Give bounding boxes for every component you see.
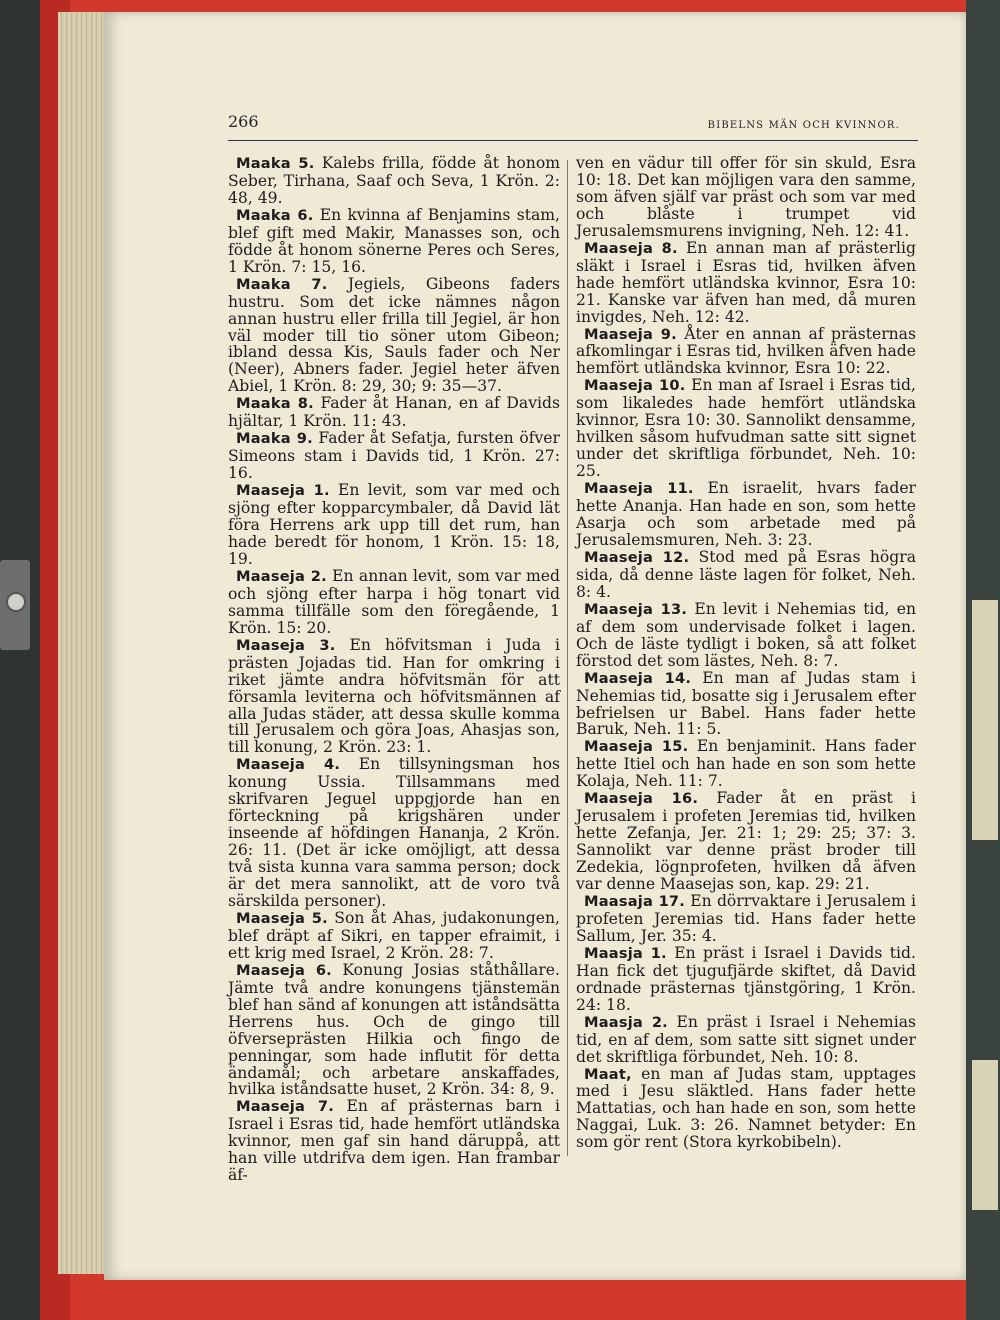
entry [576,1066,916,1152]
entry-heading: Maasja 1. [584,944,667,962]
entry-text: En präst i Israel i Davids tid. Han fick det tjugufjärde skiftet, då David ordnade prästernas tjänstgöring, 1 Krön. 24: 18. [576,943,916,1014]
entry-text: ven en vädur till offer för sin skuld, Esra 10: 18. Det kan möjligen vara den samme, som äfven själf var präst och som var med och blåste i trumpet vid Jerusalemsmurens invigning, Neh. 12: 41. [576,154,916,240]
right-column [576,155,916,1151]
entry-text: En höfvitsman i Juda i prästen Jojadas tid. Han for omkring i riket jämte andra höfvitsmän för att församla leviterna och höfvitsmännen af alla Judas städer, att dessa skulle komma till Jerusalem och göra Joas, Ahasjas son, till konung, 2 Krön. 23: 1. [228,635,560,757]
entry-heading: Maaseja 9. [584,325,677,343]
binder-clip-hole [6,592,26,612]
entry-heading: Maaseja 6. [236,961,332,979]
entry [576,601,916,670]
entry-text: En tillsyningsman hos konung Ussia. Tillsammans med skrifvaren Jeguel uppgjorde han en förteckning på krigshären under inseende af höfdingen Hananja, 2 Krön. 26: 11. (Det är icke omöjligt, att dessa två sista kunna vara samma person; dock är det mera sannolikt, att de voro två särskilda personer). [228,755,560,910]
entry [228,637,560,757]
entry-text: En dörrvaktare i Jerusalem i profeten Jeremias tid. Hans fader hette Sallum, Jer. 35: 4. [576,891,916,945]
entry [228,1098,560,1184]
entry [228,395,560,430]
entry-heading: Maaseja 13. [584,600,688,618]
entry-text: En kvinna af Benjamins stam, blef gift med Makir, Manasses son, och födde åt honom sönerne Peres och Seres, 1 Krön. 7: 15, 16. [228,205,560,276]
entry [576,326,916,378]
entry [228,756,560,910]
entry [576,893,916,945]
entry [228,962,560,1099]
entry-heading: Maaseja 15. [584,738,689,756]
entry-text: Fader åt en präst i Jerusalem i profeten Jeremias tid, hvilken hette Zefanja, Jer. 21: 1; 29: 25; 37: 3. Sannolikt var denne präst broder till Zedekia, lögnprofeten, hvilken då äfven var denne Maasejas son, kap. 29: 21. [576,789,916,894]
entry-heading: Maaseja 7. [236,1098,335,1116]
page-number: 266 [228,112,259,131]
entry [576,1014,916,1066]
adjacent-page-tab [972,1060,998,1210]
entry [576,670,916,739]
entry-text: En af prästernas barn i Israel i Esras tid, hade hemfört utländska kvinnor, men gaf sin hand däruppå, att han ville utdrifva dem igen. Han frambar äf- [228,1097,560,1185]
entry-heading: Maaka 8. [236,395,314,413]
entry-text: En man af Israel i Esras tid, som likaledes hade hemfört utländska kvinnor, Esra 10: 30. Sannolikt densamme, hvilken såsom hufvudman satte sitt signet under det skriftliga förbundet, Neh. 10: 25. [576,376,916,481]
entry [228,430,560,482]
entry-heading: Maaseja 16. [584,790,699,808]
entry [576,945,916,1014]
entry-text: En benjaminit. Hans fader hette Itiel och han hade en son som hette Kolaja, Neh. 11: 7. [576,737,916,791]
entry-text: en man af Judas stam, upptages med i Jesu släktled. Hans fader hette Mattatias, och han hade en son, som hette Naggai, Luk. 3: 26. Namnet betyder: En som gör rent (Stora kyrkobibeln). [576,1064,916,1152]
entry-heading: Maasja 2. [584,1013,668,1031]
entry-text: Konung Josias ståthållare. Jämte två andre konungens tjänstemän blef han sänd af konungen att iståndsätta Herrens hus. Och de gingo till öfverseprästen Hilkia och fingo de penningar, som hade influtit för detta ändamål; och arbetare anskaffades, hvilka iståndsatte huset, 2 Krön. 34: 8, 9. [228,960,560,1099]
entry [576,790,916,893]
entry [228,155,560,207]
entry [228,568,560,637]
entry-text: Jegiels, Gibeons faders hustru. Som det icke nämnes någon annan hustru eller frilla till Jegiel, är hon väl moder till tio söner utom Gibeon; ibland dessa Kis, Sauls fader och Ner (Neer), Abners fader. Jegiel heter äfven Abiel, 1 Krön. 8: 29, 30; 9: 35—37. [228,274,560,396]
page-edges [58,12,106,1274]
entry [576,377,916,480]
entry-heading: Maaseja 14. [584,669,692,687]
left-column [228,155,560,1184]
entry-heading: Maaseja 8. [584,239,678,257]
entry-heading: Maasaja 17. [584,892,686,910]
adjacent-book-edge [966,0,1000,1320]
entry [228,482,560,568]
adjacent-page-tab [972,600,998,840]
entry-text: En israelit, hvars fader hette Ananja. Han hade en son, som hette Asarja och som arbetade med på Jerusalemsmuren, Neh. 3: 23. [576,479,916,549]
entry [228,910,560,962]
entry-heading: Maaseja 1. [236,482,330,500]
entry [576,155,916,240]
entry-text: Kalebs frilla, födde åt honom Seber, Tirhana, Saaf och Seva, 1 Krön. 2: 48, 49. [228,154,560,207]
entry [228,207,560,276]
entry-text: En annan levit, som var med och sjöng efter harpa i hög tonart vid samma tillfälle som den föregående, 1 Krön. 15: 20. [228,566,560,637]
entry-text: En levit i Nehemias tid, en af dem som undervisade folket i lagen. Och de läste tydligt i boken, så att folket förstod det som lästes, Neh. 8: 7. [576,599,916,670]
entry-text: En levit, som var med och sjöng efter kopparcymbaler, då David lät föra Herrens ark upp till det rum, han hade beredt för honom, 1 Krön. 15: 18, 19. [228,481,560,568]
column-divider [567,160,568,1156]
entry-heading: Maaseja 12. [584,548,690,566]
running-head: BIBELNS MÄN OCH KVINNOR. [707,120,900,131]
entry-heading: Maat, [584,1065,632,1083]
entry [576,549,916,601]
entry-text: En präst i Israel i Nehemias tid, en af dem, som satte sitt signet under det skriftliga förbundet, Neh. 10: 8. [576,1012,916,1066]
entry-heading: Maaseja 4. [236,756,341,774]
entry [576,480,916,549]
entry-text: Fader åt Sefatja, fursten öfver Simeons stam i Davids tid, 1 Krön. 27: 16. [228,429,560,483]
entry-text: En man af Judas stam i Nehemias tid, bosatte sig i Jerusalem efter befrielsen ur Babel. Hans fader hette Baruk, Neh. 11: 5. [576,668,916,739]
entry-heading: Maaseja 2. [236,567,327,585]
entry [228,276,560,396]
entry-text: Fader åt Hanan, en af Davids hjältar, 1 Krön. 11: 43. [228,394,561,431]
entry-heading: Maaseja 10. [584,377,686,395]
entry-heading: Maaseja 5. [236,909,328,927]
entry-text: Stod med på Esras högra sida, då denne läste lagen för folket, Neh. 8: 4. [576,547,916,601]
entry-heading: Maaseja 3. [236,636,336,654]
page-header [228,110,918,141]
entry-heading: Maaseja 11. [584,480,694,498]
entry-heading: Maaka 7. [236,275,328,293]
entry-heading: Maaka 9. [236,430,313,448]
entry [576,738,916,790]
entry-text: En annan man af prästerlig släkt i Israel i Esras tid, hvilken äfven hade hemfört utländska kvinnor, Esra 10: 21. Kanske var äfven han med, då muren invigdes, Neh. 12: 42. [576,238,916,326]
entry [576,240,916,326]
entry-text: Son åt Ahas, judakonungen, blef dräpt af Sikri, en tapper efraimit, i ett krig med Israel, 2 Krön. 28: 7. [228,908,560,962]
entry-heading: Maaka 5. [236,155,315,172]
entry-text: Åter en annan af prästernas afkomlingar i Esras tid, hvilken äfven hade hemfört utländska kvinnor, Esra 10: 22. [576,324,916,378]
entry-heading: Maaka 6. [236,206,314,224]
